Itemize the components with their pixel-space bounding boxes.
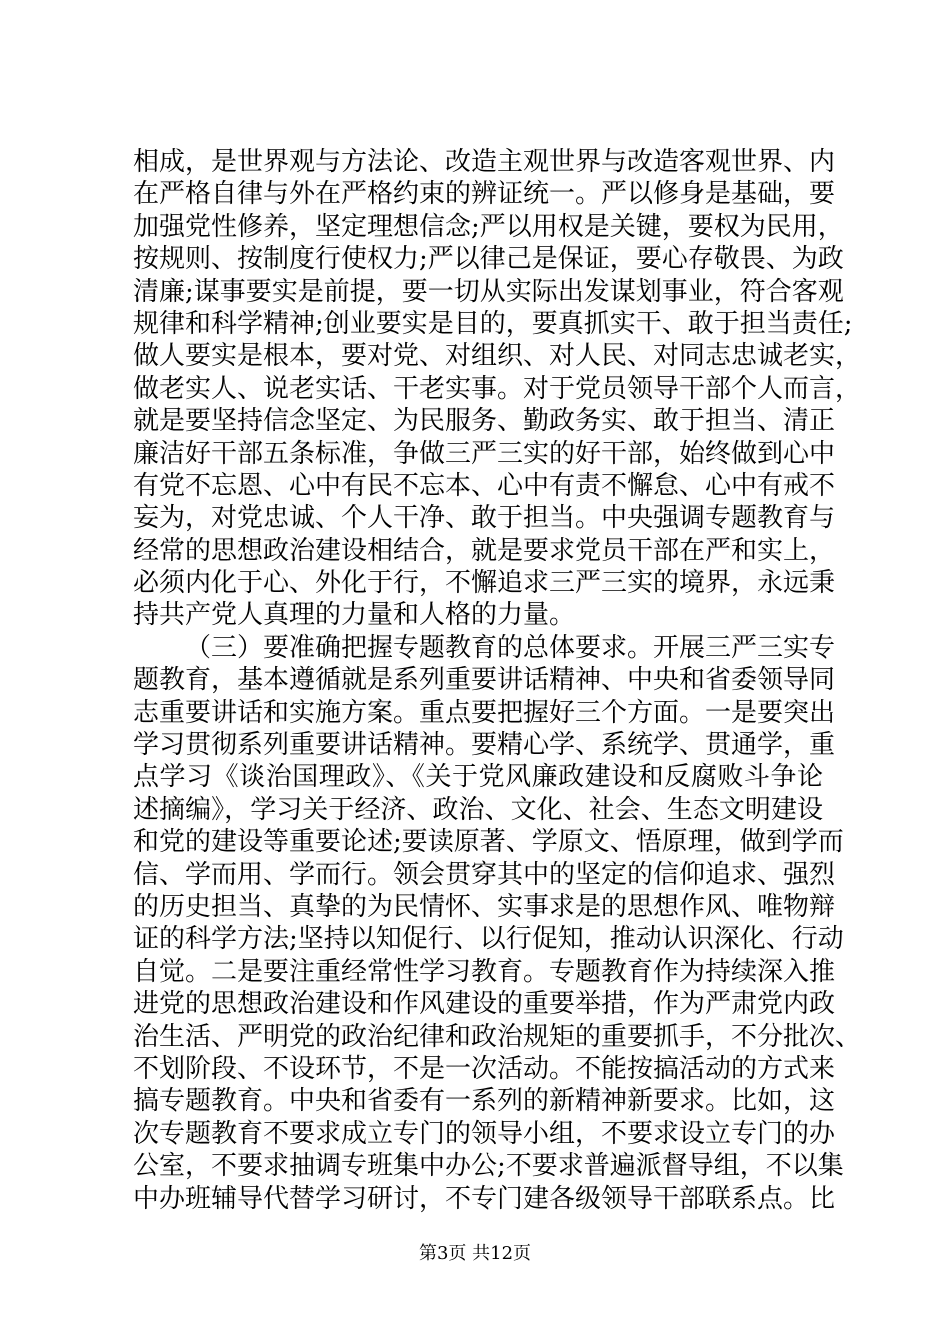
text-line: 进党的思想政治建设和作风建设的重要举措，作为严肃党内政 (133, 989, 836, 1020)
text-line: 自觉。二是要注重经常性学习教育。专题教育作为持续深入推 (133, 956, 836, 987)
text-line: 必须内化于心、外化于行，不懈追求三严三实的境界，永远秉 (133, 568, 836, 599)
text-line: 相成，是世界观与方法论、改造主观世界与改造客观世界、内 (133, 147, 836, 177)
text-line: 和党的建设等重要论述;要读原著、学原文、悟原理，做到学而 (133, 827, 844, 858)
text-line: 搞专题教育。中央和省委有一系列的新精神新要求。比如，这 (133, 1086, 836, 1117)
text-line: 述摘编》，学习关于经济、政治、文化、社会、生态文明建设 (133, 794, 823, 825)
text-line: 中办班辅导代替学习研讨，不专门建各级领导干部联系点。比 (133, 1183, 836, 1214)
text-line: 按规则、按制度行使权力;严以律己是保证，要心存敬畏、为政 (133, 244, 844, 275)
section-heading-line: （三）要准确把握专题教育的总体要求。开展三严三实专 (185, 632, 836, 663)
text-line: 廉洁好干部五条标准，争做三严三实的好干部，始终做到心中 (133, 438, 836, 469)
page-footer (0, 1242, 950, 1266)
text-line: 次专题教育不要求成立专门的领导小组，不要求设立专门的办 (133, 1118, 836, 1149)
text-line: 有党不忘恩、心中有民不忘本、心中有责不懈怠、心中有戒不 (133, 470, 836, 501)
text-line: 清廉;谋事要实是前提，要一切从实际出发谋划事业，符合客观 (133, 276, 844, 307)
text-line: 证的科学方法;坚持以知促行、以行促知，推动认识深化、行动 (133, 924, 844, 955)
text-line: 妄为，对党忠诚、个人干净、敢于担当。中央强调专题教育与 (133, 503, 836, 534)
text-line: 在严格自律与外在严格约束的辨证统一。严以修身是基础，要 (133, 179, 836, 210)
text-line: 做人要实是根本，要对党、对组织、对人民、对同志忠诚老实， (133, 341, 862, 372)
body-text (133, 146, 862, 1215)
text-line: 做老实人、说老实话、干老实事。对于党员领导干部个人而言， (133, 373, 862, 404)
text-line: 不划阶段、不设环节，不是一次活动。不能按搞活动的方式来 (133, 1053, 836, 1084)
text-line: 公室，不要求抽调专班集中办公;不要求普遍派督导组，不以集 (133, 1151, 844, 1182)
text-line: 的历史担当、真挚的为民情怀、实事求是的思想作风、唯物辩 (133, 891, 836, 922)
text-line: 学习贯彻系列重要讲话精神。要精心学、系统学、贯通学，重 (133, 730, 836, 761)
text-line: 题教育，基本遵循就是系列重要讲话精神、中央和省委领导同 (133, 665, 836, 696)
text-line: 加强党性修养，坚定理想信念;严以用权是关键，要权为民用， (133, 211, 844, 242)
text-line: 就是要坚持信念坚定、为民服务、勤政务实、敢于担当、清正 (133, 406, 836, 437)
text-line: 规律和科学精神;创业要实是目的，要真抓实干、敢于担当责任; (133, 308, 853, 339)
text-line: 信、学而用、学而行。领会贯穿其中的坚定的信仰追求、强烈 (133, 859, 836, 890)
text-line: 点学习《谈治国理政》、《关于党风廉政建设和反腐败斗争论 (133, 762, 823, 793)
text-line: 志重要讲话和实施方案。重点要把握好三个方面。一是要突出 (133, 697, 836, 728)
page-number: 第3页 共12页 (418, 1243, 532, 1264)
text-line: 持共产党人真理的力量和人格的力量。 (133, 600, 576, 631)
text-line: 经常的思想政治建设相结合，就是要求党员干部在严和实上， (133, 535, 836, 566)
text-line: 治生活、严明党的政治纪律和政治规矩的重要抓手，不分批次、 (133, 1021, 862, 1052)
